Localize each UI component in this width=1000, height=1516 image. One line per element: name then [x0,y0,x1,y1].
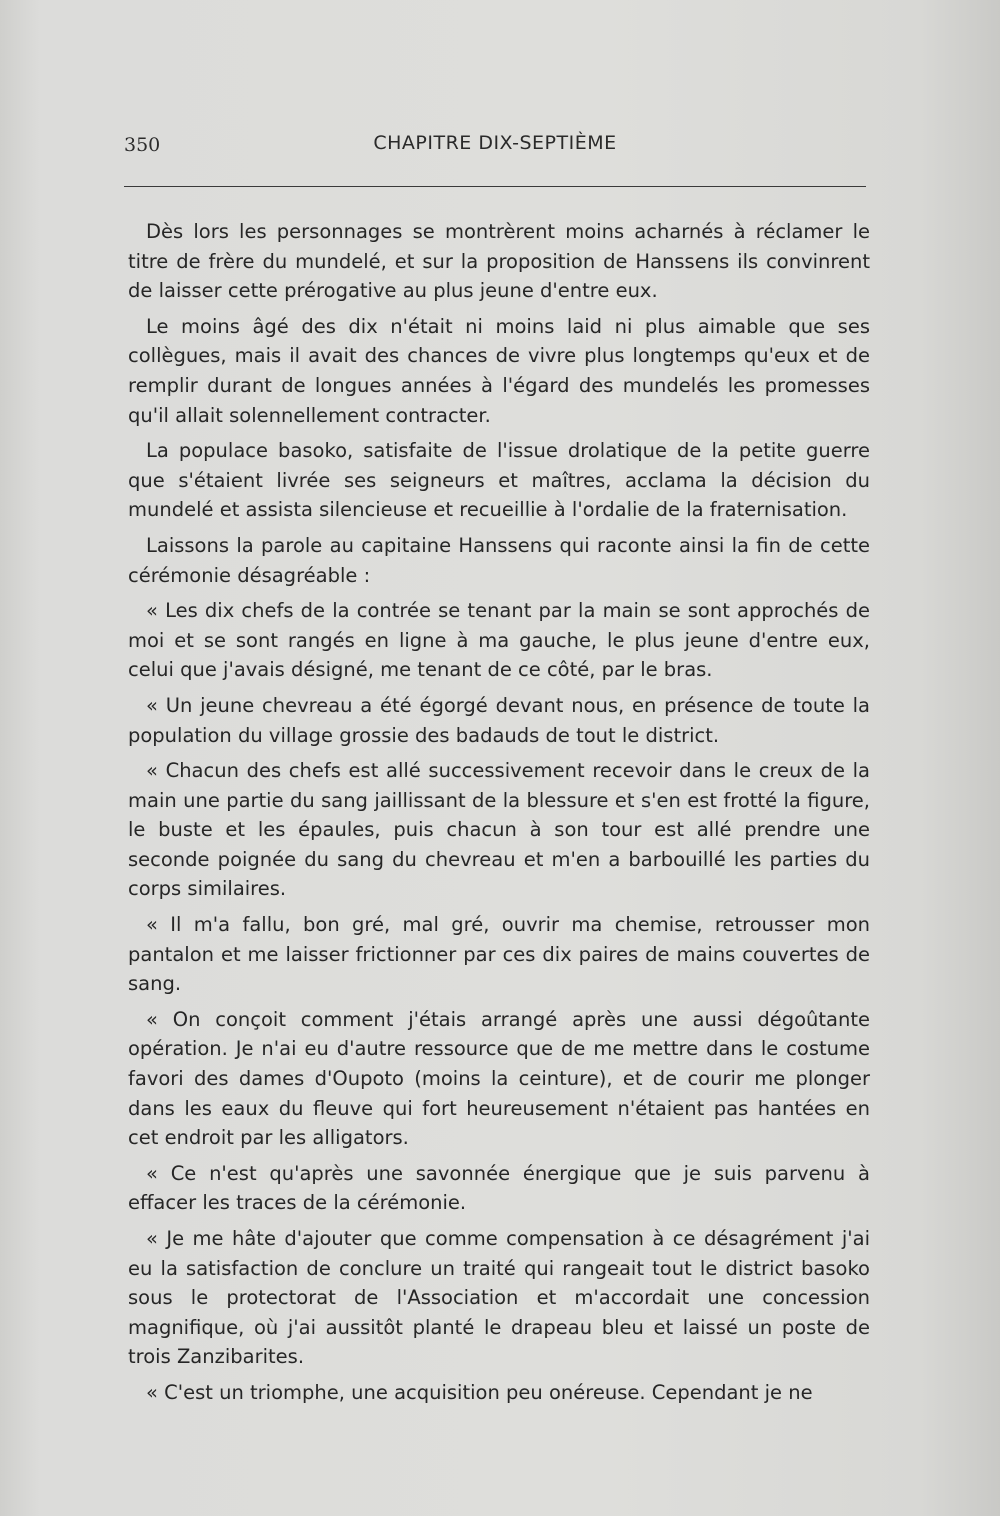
quote-paragraph: « C'est un triomphe, une acquisition peu onéreuse. Cependant je ne [146,1380,813,1404]
chapter-title: CHAPITRE DIX-SEPTIÈME [373,132,617,154]
paragraph: Laissons la parole au capitaine Hanssens qui raconte ainsi la fin de cette cérémonie désagréable : [128,533,870,587]
header-rule [124,186,866,187]
paragraph: La populace basoko, satisfaite de l'issue drolatique de la petite guerre que s'étaient livrée ses seigneurs et maîtres, acclama la décision du mundelé et assista silencieuse et recueillie à l'ordalie de la fraternisation. [128,439,870,522]
page-number: 350 [124,134,161,156]
quote-paragraph: « Il m'a fallu, bon gré, mal gré, ouvrir ma chemise, retrousser mon pantalon et me laisser frictionner par ces dix paires de mains couvertes de sang. [128,913,870,996]
quote-paragraph: « On conçoit comment j'étais arrangé après une aussi dégoûtante opération. Je n'ai eu d'autre ressource que de me mettre dans le costume favori des dames d'Oupoto (moins la ceinture), et de courir me plonger dans les eaux du fleuve qui fort heureusement n'étaient pas hantées en cet endroit par les alligators. [128,1007,870,1150]
paragraph: Le moins âgé des dix n'était ni moins laid ni plus aimable que ses collègues, mais il avait des chances de vivre plus longtemps qu'eux et de remplir durant de longues années à l'égard des mundelés les promesses qu'il allait solennellement contracter. [128,314,870,427]
paragraph: Dès lors les personnages se montrèrent moins acharnés à réclamer le titre de frère du mundelé, et sur la proposition de Hanssens ils convinrent de laisser cette prérogative au plus jeune d'entre eux. [128,220,870,303]
quote-paragraph: « Les dix chefs de la contrée se tenant par la main se sont approchés de moi et se sont rangés en ligne à ma gauche, le plus jeune d'entre eux, celui que j'avais désigné, me tenant de ce côté, par le bras. [128,599,870,682]
quote-paragraph: « Un jeune chevreau a été égorgé devant nous, en présence de toute la population du village grossie des badauds de tout le district. [128,693,870,747]
body-text [128,217,870,1414]
quote-paragraph: « Je me hâte d'ajouter que comme compensation à ce désagrément j'ai eu la satisfaction de conclure un traité qui rangeait tout le district basoko sous le protectorat de l'Association et m'accordait une concession magnifique, où j'ai aussitôt planté le drapeau bleu et laissé un poste de trois Zanzibarites. [128,1227,870,1369]
quote-paragraph: « Ce n'est qu'après une savonnée énergique que je suis parvenu à effacer les traces de la cérémonie. [128,1161,870,1215]
running-head [124,128,866,168]
quote-paragraph: « Chacun des chefs est allé successivement recevoir dans le creux de la main une partie du sang jaillissant de la blessure et s'en est frotté la figure, le buste et les épaules, puis chacun à son tour est allé prendre une seconde poignée du sang du chevreau et m'en a barbouillé les parties du corps similaires. [128,759,870,901]
